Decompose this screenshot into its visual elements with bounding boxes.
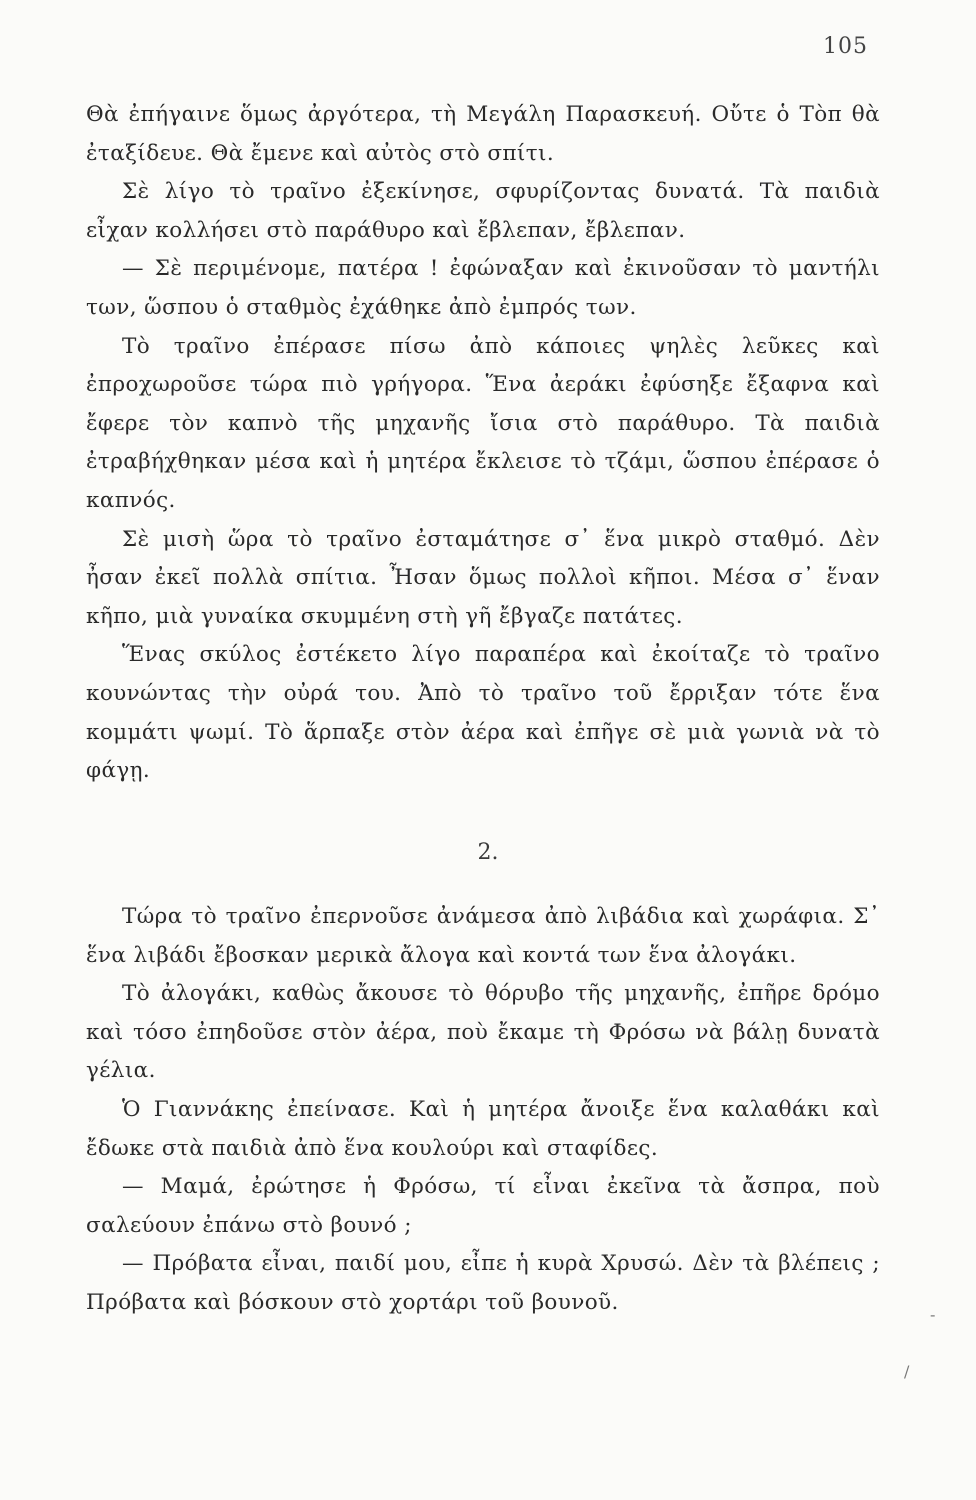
- paragraph: Τὸ τραῖνο ἐπέρασε πίσω ἀπὸ κάποιες ψηλὲς λεῦκες καὶ ἐπροχωροῦσε τώρα πιὸ γρήγορα. Ἕνα ἀεράκι ἐφύσηξε ἔξαφνα καὶ ἔφερε τὸν καπνὸ τῆς μηχανῆς ἴσια στὸ παράθυρο. Τὰ παιδιὰ ἐτραβήχθηκαν μέσα καὶ ἡ μητέρα ἔκλεισε τὸ τζάμι, ὥσπου ἐπέρασε ὁ καπνός.: [86, 333, 880, 513]
- paragraph: Τώρα τὸ τραῖνο ἐπερνοῦσε ἀνάμεσα ἀπὸ λιβάδια καὶ χωράφια. Σ᾽ ἕνα λιβάδι ἔβοσκαν μερικὰ ἄλογα καὶ κοντά των ἕνα ἀλογάκι.: [86, 904, 880, 968]
- paragraph: Σὲ λίγο τὸ τραῖνο ἐξεκίνησε, σφυρίζοντας δυνατά. Τὰ παιδιὰ εἶχαν κολλήσει στὸ παράθυρο καὶ ἔβλεπαν, ἔβλεπαν.: [86, 179, 880, 243]
- margin-mark: -: [930, 1305, 936, 1324]
- page-number: 105: [823, 34, 868, 59]
- paragraph: Ὁ Γιαννάκης ἐπείνασε. Καὶ ἡ μητέρα ἄνοιξε ἕνα καλαθάκι καὶ ἔδωκε στὰ παιδιὰ ἀπὸ ἕνα κουλούρι καὶ σταφίδες.: [86, 1096, 880, 1161]
- paragraph: Τὸ ἀλογάκι, καθὼς ἄκουσε τὸ θόρυβο τῆς μηχανῆς, ἐπῆρε δρόμο καὶ τόσο ἐπηδοῦσε στὸν ἀέρα, ποὺ ἔκαμε τὴ Φρόσω νὰ βάλῃ δυνατὰ γέλια.: [86, 981, 880, 1084]
- section-number: 2.: [477, 840, 499, 865]
- paragraph: — Μαμά, ἐρώτησε ἡ Φρόσω, τί εἶναι ἐκεῖνα τὰ ἄσπρα, ποὺ σαλεύουν ἐπάνω στὸ βουνό ;: [86, 1174, 880, 1238]
- paragraph: Θὰ ἐπήγαινε ὅμως ἀργότερα, τὴ Μεγάλη Παρασκευή. Οὔτε ὁ Τὸπ θὰ ἐταξίδευε. Θὰ ἔμενε καὶ αὐτὸς στὸ σπίτι.: [86, 102, 880, 166]
- margin-mark: /: [904, 1362, 910, 1381]
- paragraph: — Πρόβατα εἶναι, παιδί μου, εἶπε ἡ κυρὰ Χρυσώ. Δὲν τὰ βλέπεις ; Πρόβατα καὶ βόσκουν στὸ χορτάρι τοῦ βουνοῦ.: [86, 1251, 880, 1315]
- paragraph: — Σὲ περιμένομε, πατέρα ! ἐφώναξαν καὶ ἐκινοῦσαν τὸ μαντήλι των, ὥσπου ὁ σταθμὸς ἐχάθηκε ἀπὸ ἐμπρός των.: [86, 256, 880, 320]
- section-one-text: [86, 96, 880, 791]
- section-two-text: [86, 898, 880, 1323]
- paragraph: Σὲ μισὴ ὥρα τὸ τραῖνο ἐσταμάτησε σ᾽ ἕνα μικρὸ σταθμό. Δὲν ἦσαν ἐκεῖ πολλὰ σπίτια. Ἦσαν ὅμως πολλοὶ κῆποι. Μέσα σ᾽ ἕναν κῆπο, μιὰ γυναίκα σκυμμένη στὴ γῆ ἔβγαζε πατάτες.: [86, 526, 880, 629]
- paragraph: Ἕνας σκύλος ἐστέκετο λίγο παραπέρα καὶ ἐκοίταζε τὸ τραῖνο κουνώντας τὴν οὐρά του. Ἀπὸ τὸ τραῖνο τοῦ ἔρριξαν τότε ἕνα κομμάτι ψωμί. Τὸ ἅρπαξε στὸν ἀέρα καὶ ἐπῆγε σὲ μιὰ γωνιὰ νὰ τὸ φάγῃ.: [86, 642, 880, 784]
